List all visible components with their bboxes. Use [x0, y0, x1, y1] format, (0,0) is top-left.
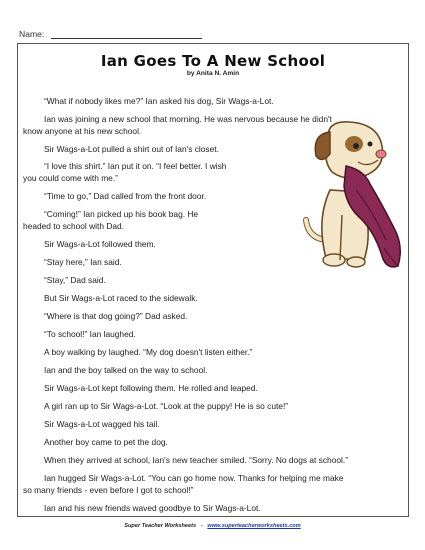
story-line: Sir Wags-a-Lot kept following them. He rolled and leaped. — [44, 383, 258, 393]
footer-separator: - — [200, 523, 203, 529]
name-field-line[interactable] — [51, 38, 202, 39]
story-line: Sir Wags-a-Lot wagged his tail. — [44, 419, 160, 429]
story-line: so many friends - even before I got to school!” — [23, 485, 194, 495]
story-line: headed to school with Dad. — [23, 221, 125, 231]
story-title: Ian Goes To A New School — [100, 52, 326, 70]
footer — [0, 523, 425, 529]
story-byline: by Anita N. Amin — [186, 70, 240, 77]
story-line: Sir Wags-a-Lot pulled a shirt out of Ian's closet. — [44, 144, 219, 154]
story-line: A girl ran up to Sir Wags-a-Lot. “Look at the puppy! He is so cute!” — [44, 401, 289, 411]
footer-url-link[interactable]: www.superteacherworksheets.com — [207, 523, 301, 529]
story-line: “To school!” Ian laughed. — [44, 329, 136, 339]
story-line: But Sir Wags-a-Lot raced to the sidewalk. — [44, 293, 198, 303]
story-line: “What if nobody likes me?” Ian asked his dog, Sir Wags-a-Lot. — [44, 96, 274, 106]
story-line: Sir Wags-a-Lot followed them. — [44, 239, 156, 249]
story-line: Ian and his new friends waved goodbye to Sir Wags-a-Lot. — [44, 503, 261, 513]
story-line: “Where is that dog going?” Dad asked. — [44, 311, 188, 321]
story-line: know anyone at his new school. — [23, 126, 142, 136]
story-line: Ian was joining a new school that morning. He was nervous because he didn't — [44, 114, 332, 124]
story-line: you could come with me.” — [23, 173, 118, 183]
story-line: When they arrived at school, Ian's new teacher smiled. “Sorry. No dogs at school.” — [44, 455, 349, 465]
story-line: “Stay here,” Ian said. — [44, 257, 122, 267]
name-label: Name: — [19, 29, 45, 39]
story-line: “Time to go,” Dad called from the front door. — [44, 191, 207, 201]
story-line: Ian and the boy talked on the way to school. — [44, 365, 208, 375]
story-line: A boy walking by laughed. “My dog doesn't listen either.” — [44, 347, 253, 357]
story-line: Ian hugged Sir Wags-a-Lot. “You can go home now. Thanks for helping me make — [44, 473, 344, 483]
story-line: “I love this shirt.” Ian put it on. “I feel better. I wish — [44, 161, 227, 171]
footer-brand: Super Teacher Worksheets — [124, 523, 197, 529]
story-line: “Coming!” Ian picked up his book bag. He — [44, 209, 199, 219]
dog-with-shirt-illustration — [286, 120, 408, 278]
story-line: Another boy came to pet the dog. — [44, 437, 168, 447]
story-line: “Stay,” Dad said. — [44, 275, 106, 285]
